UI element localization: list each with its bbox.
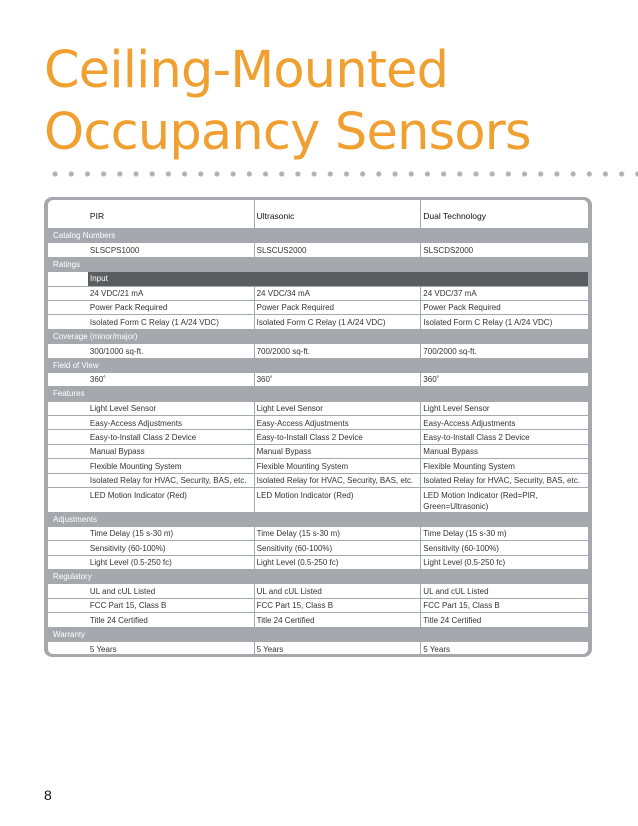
row-spacer bbox=[48, 474, 88, 487]
table-cell: Light Level Sensor bbox=[423, 404, 490, 414]
table-row bbox=[48, 642, 588, 654]
table-cell: Time Delay (15 s-30 m) bbox=[255, 527, 422, 540]
table-cell: Manual Bypass bbox=[88, 445, 255, 458]
column-header-ultrasonic: Ultrasonic bbox=[255, 200, 422, 228]
table-row bbox=[48, 243, 588, 257]
table-cell: Isolated Relay for HVAC, Security, BAS, etc. bbox=[88, 474, 255, 487]
table-cell: Easy-to-Install Class 2 Device bbox=[255, 430, 422, 443]
column-header-dual-technology: Dual Technology bbox=[423, 211, 486, 221]
table-cell: 700/2000 sq-ft. bbox=[423, 346, 477, 356]
table-cell: LED Motion Indicator (Red=PIR, Green=Ultrasonic) bbox=[423, 490, 538, 511]
table-header-row bbox=[48, 200, 588, 229]
table-cell: Light Level (0.5-250 fc) bbox=[423, 558, 506, 568]
row-spacer bbox=[48, 556, 88, 569]
table-cell: Power Pack Required bbox=[255, 301, 422, 314]
table-cell: 360˚ bbox=[423, 375, 440, 385]
table-cell: Easy-to-Install Class 2 Device bbox=[88, 430, 255, 443]
dotted-divider bbox=[47, 170, 638, 178]
table-row bbox=[48, 430, 588, 444]
table-row bbox=[48, 373, 588, 387]
table-cell: Easy-to-Install Class 2 Device bbox=[423, 432, 530, 442]
column-header-pir: PIR bbox=[88, 200, 255, 228]
row-spacer bbox=[48, 642, 88, 654]
section-header: Ratings bbox=[48, 258, 588, 272]
table-row bbox=[48, 488, 588, 513]
table-cell: Manual Bypass bbox=[423, 447, 478, 457]
table-cell: 300/1000 sq-ft. bbox=[88, 344, 255, 357]
row-spacer bbox=[48, 416, 88, 429]
table-cell: Flexible Mounting System bbox=[88, 459, 255, 472]
subheading-label: Input bbox=[88, 272, 588, 285]
table-cell: Power Pack Required bbox=[423, 303, 501, 313]
table-row bbox=[48, 445, 588, 459]
table-cell: FCC Part 15, Class B bbox=[88, 599, 255, 612]
table-cell: Light Level (0.5-250 fc) bbox=[255, 556, 422, 569]
table-row bbox=[48, 541, 588, 555]
page-title-line-2: Occupancy Sensors bbox=[44, 103, 531, 162]
table-cell: Isolated Relay for HVAC, Security, BAS, etc. bbox=[423, 476, 580, 486]
spec-table bbox=[44, 197, 592, 657]
table-row bbox=[48, 556, 588, 570]
table-cell: Easy-Access Adjustments bbox=[88, 416, 255, 429]
table-cell: Easy-Access Adjustments bbox=[255, 416, 422, 429]
section-header: Regulatory bbox=[48, 570, 588, 584]
table-cell: Title 24 Certified bbox=[88, 613, 255, 626]
table-cell: Time Delay (15 s-30 m) bbox=[423, 529, 507, 539]
table-cell: Light Level Sensor bbox=[255, 402, 422, 415]
table-cell: Power Pack Required bbox=[88, 301, 255, 314]
table-cell: Sensitivity (60-100%) bbox=[255, 541, 422, 554]
section-header: Adjustments bbox=[48, 513, 588, 527]
row-spacer bbox=[48, 373, 88, 386]
table-cell: 360˚ bbox=[88, 373, 255, 386]
table-row bbox=[48, 301, 588, 315]
spec-table-body bbox=[48, 200, 588, 654]
table-cell: 360˚ bbox=[255, 373, 422, 386]
row-spacer bbox=[48, 402, 88, 415]
row-spacer bbox=[48, 584, 88, 597]
row-spacer bbox=[48, 599, 88, 612]
table-cell: LED Motion Indicator (Red) bbox=[255, 488, 422, 512]
table-row bbox=[48, 416, 588, 430]
row-spacer bbox=[48, 445, 88, 458]
table-cell: Title 24 Certified bbox=[423, 615, 482, 625]
table-cell: Light Level Sensor bbox=[88, 402, 255, 415]
section-header: Catalog Numbers bbox=[48, 229, 588, 243]
table-cell: Easy-Access Adjustments bbox=[423, 418, 516, 428]
row-spacer bbox=[48, 541, 88, 554]
section-header: Features bbox=[48, 387, 588, 401]
table-cell: Title 24 Certified bbox=[255, 613, 422, 626]
row-spacer bbox=[48, 344, 88, 357]
table-cell: Isolated Form C Relay (1 A/24 VDC) bbox=[88, 315, 255, 328]
section-header: Warranty bbox=[48, 628, 588, 642]
table-cell: Isolated Form C Relay (1 A/24 VDC) bbox=[423, 317, 553, 327]
row-spacer bbox=[48, 315, 88, 328]
row-spacer bbox=[48, 613, 88, 626]
table-row bbox=[48, 287, 588, 301]
table-cell: 24 VDC/34 mA bbox=[255, 287, 422, 300]
table-cell: SLSCDS2000 bbox=[423, 245, 474, 255]
table-row bbox=[48, 402, 588, 416]
table-cell: FCC Part 15, Class B bbox=[255, 599, 422, 612]
table-header-spacer bbox=[48, 200, 88, 228]
table-row bbox=[48, 613, 588, 627]
row-spacer bbox=[48, 287, 88, 300]
row-spacer bbox=[48, 430, 88, 443]
table-row bbox=[48, 527, 588, 541]
table-row bbox=[48, 344, 588, 358]
table-cell: 24 VDC/37 mA bbox=[423, 289, 477, 299]
table-row bbox=[48, 599, 588, 613]
row-spacer bbox=[48, 243, 88, 256]
table-cell: 5 Years bbox=[88, 642, 255, 654]
table-cell: 5 Years bbox=[255, 642, 422, 654]
table-row bbox=[48, 474, 588, 488]
table-cell: Sensitivity (60-100%) bbox=[423, 543, 499, 553]
page-title-line-1: Ceiling-Mounted bbox=[44, 41, 449, 100]
section-header: Field of View bbox=[48, 359, 588, 373]
section-header: Coverage (minor/major) bbox=[48, 330, 588, 344]
table-cell: LED Motion Indicator (Red) bbox=[88, 488, 255, 512]
table-cell: Light Level (0.5-250 fc) bbox=[88, 556, 255, 569]
table-cell: SLSCUS2000 bbox=[255, 243, 422, 256]
page-number: 8 bbox=[44, 787, 52, 803]
table-cell: Flexible Mounting System bbox=[423, 461, 515, 471]
table-cell: SLSCPS1000 bbox=[88, 243, 255, 256]
table-cell: Manual Bypass bbox=[255, 445, 422, 458]
table-cell: UL and cUL Listed bbox=[88, 584, 255, 597]
table-cell: Isolated Form C Relay (1 A/24 VDC) bbox=[255, 315, 422, 328]
table-cell: 5 Years bbox=[423, 644, 450, 654]
subheading-row bbox=[48, 272, 588, 286]
table-cell: 700/2000 sq-ft. bbox=[255, 344, 422, 357]
table-cell: FCC Part 15, Class B bbox=[423, 601, 500, 611]
table-cell: Time Delay (15 s-30 m) bbox=[88, 527, 255, 540]
table-row bbox=[48, 459, 588, 473]
row-spacer bbox=[48, 527, 88, 540]
table-cell: UL and cUL Listed bbox=[423, 586, 489, 596]
row-spacer bbox=[48, 301, 88, 314]
row-spacer bbox=[48, 459, 88, 472]
subheading-spacer bbox=[48, 272, 88, 285]
table-row bbox=[48, 584, 588, 598]
row-spacer bbox=[48, 488, 88, 512]
table-cell: Flexible Mounting System bbox=[255, 459, 422, 472]
page-title bbox=[44, 40, 531, 164]
table-row bbox=[48, 315, 588, 329]
table-cell: Isolated Relay for HVAC, Security, BAS, etc. bbox=[255, 474, 422, 487]
table-cell: UL and cUL Listed bbox=[255, 584, 422, 597]
table-cell: 24 VDC/21 mA bbox=[88, 287, 255, 300]
table-cell: Sensitivity (60-100%) bbox=[88, 541, 255, 554]
